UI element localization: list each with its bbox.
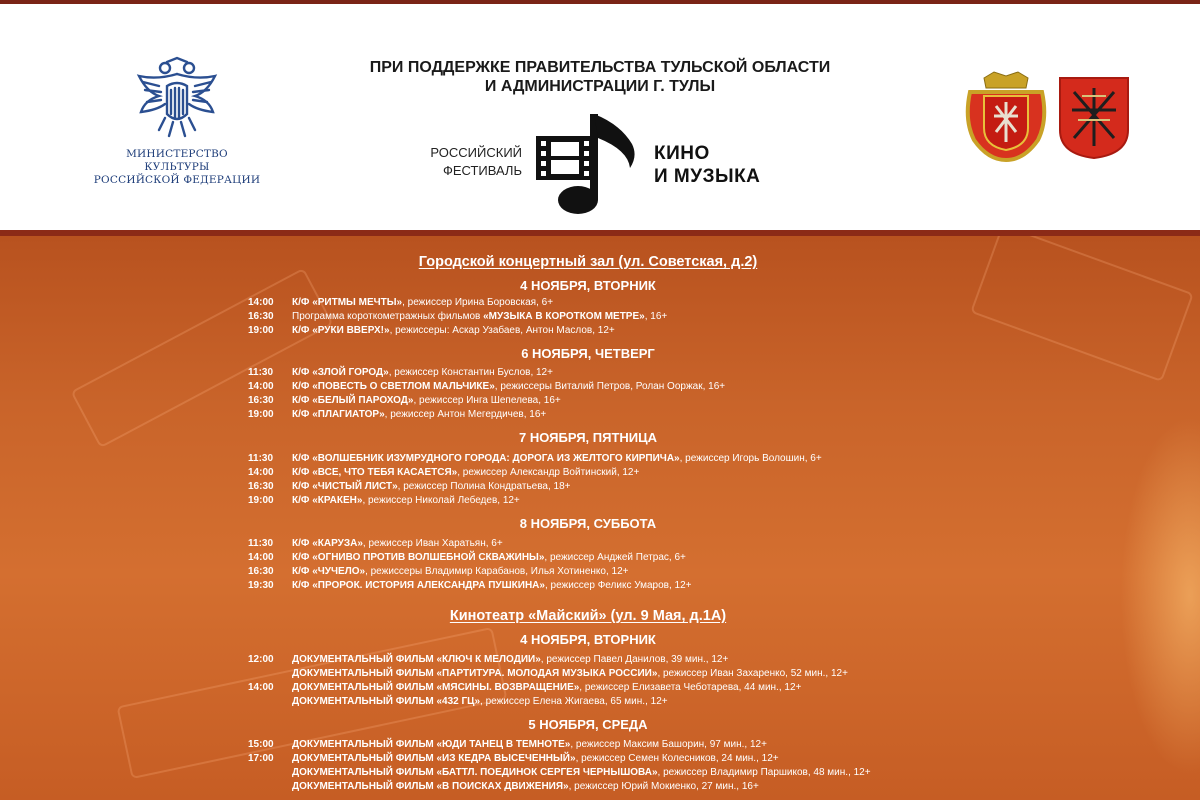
ministry-name-line2: РОССИЙСКОЙ ФЕДЕРАЦИИ [93, 174, 261, 186]
schedule-row: 14:00 К/Ф «РИТМЫ МЕЧТЫ», режиссер Ирина Боровская, 6+ [248, 297, 554, 308]
schedule-row: 16:30 К/Ф «БЕЛЫЙ ПАРОХОД», режиссер Инга Шепелева, 16+ [248, 395, 561, 406]
schedule-row: 15:00 ДОКУМЕНТАЛЬНЫЙ ФИЛЬМ «ЮДИ ТАНЕЦ В ТЕМНОТЕ», режиссер Максим Башорин, 97 мин., 12+ [248, 739, 767, 750]
schedule-row: 11:30 К/Ф «КАРУЗА», режиссер Иван Харатьян, 6+ [248, 538, 503, 549]
schedule-row: 12:00 ДОКУМЕНТАЛЬНЫЙ ФИЛЬМ «КЛЮЧ К МЕЛОДИИ», режиссер Павел Данилов, 39 мин., 12+ [248, 654, 729, 665]
day-heading: 5 НОЯБРЯ, СРЕДА [528, 717, 648, 732]
festival-name-line1: КИНО [654, 143, 710, 164]
schedule-row: 14:00 К/Ф «ОГНИВО ПРОТИВ ВОЛШЕБНОЙ СКВАЖИНЫ», режиссер Анджей Петрас, 6+ [248, 552, 686, 563]
schedule-row: 16:30 Программа короткометражных фильмов «МУЗЫКА В КОРОТКОМ МЕТРЕ», 16+ [248, 311, 668, 322]
schedule-row: ДОКУМЕНТАЛЬНЫЙ ФИЛЬМ «В ПОИСКАХ ДВИЖЕНИЯ», режиссер Юрий Мокиенко, 27 мин., 16+ [292, 781, 759, 792]
schedule-row: ДОКУМЕНТАЛЬНЫЙ ФИЛЬМ «ПАРТИТУРА. МОЛОДАЯ МУЗЫКА РОССИИ», режиссер Иван Захаренко, 52 мин., 12+ [292, 668, 848, 679]
schedule-row: 19:00 К/Ф «РУКИ ВВЕРХ!», режиссеры: Аскар Узабаев, Антон Маслов, 12+ [248, 325, 615, 336]
schedule-row: 19:30 К/Ф «ПРОРОК. ИСТОРИЯ АЛЕКСАНДРА ПУШКИНА», режиссер Феликс Умаров, 12+ [248, 580, 692, 591]
schedule-row: ДОКУМЕНТАЛЬНЫЙ ФИЛЬМ «БАТТЛ. ПОЕДИНОК СЕРГЕЯ ЧЕРНЫШОВА», режиссер Владимир Паршиков, 48 мин., 12+ [292, 767, 871, 778]
festival-name-line2: И МУЗЫКА [654, 166, 761, 187]
ministry-name-line1: МИНИСТЕРСТВО КУЛЬТУРЫ [126, 148, 228, 173]
schedule-row: 19:00 К/Ф «КРАКЕН», режиссер Николай Лебедев, 12+ [248, 495, 520, 506]
schedule-row: 19:00 К/Ф «ПЛАГИАТОР», режиссер Антон Мегердичев, 16+ [248, 409, 547, 420]
schedule [0, 236, 1200, 800]
schedule-row: 14:00 ДОКУМЕНТАЛЬНЫЙ ФИЛЬМ «МЯСИНЫ. ВОЗВРАЩЕНИЕ», режиссер Елизавета Чеботарева, 44 мин., 12+ [248, 682, 802, 693]
venue-title: Городской концертный зал (ул. Советская, д.2) [418, 254, 758, 270]
double-eagle-icon [129, 56, 225, 144]
support-line1: ПРИ ПОДДЕРЖКЕ ПРАВИТЕЛЬСТВА ТУЛЬСКОЙ ОБЛАСТИ [369, 59, 831, 76]
film-note-icon [534, 114, 646, 218]
schedule-row: 14:00 К/Ф «ВСЕ, ЧТО ТЕБЯ КАСАЕТСЯ», режиссер Александр Войтинский, 12+ [248, 467, 640, 478]
support-text [300, 58, 900, 96]
header-panel [0, 4, 1200, 230]
festival-label-line1: РОССИЙСКИЙ [430, 145, 522, 160]
festival-label-line2: ФЕСТИВАЛЬ [442, 163, 522, 178]
day-heading: 8 НОЯБРЯ, СУББОТА [519, 516, 657, 531]
day-heading: 6 НОЯБРЯ, ЧЕТВЕРГ [521, 346, 655, 361]
ministry-logo [92, 56, 262, 187]
schedule-row: ДОКУМЕНТАЛЬНЫЙ ФИЛЬМ «432 ГЦ», режиссер Елена Жигаева, 65 мин., 12+ [292, 696, 668, 707]
festival-name [654, 142, 760, 188]
schedule-row: 16:30 К/Ф «ЧУЧЕЛО», режиссеры Владимир Карабанов, Илья Хотиненко, 12+ [248, 566, 629, 577]
tula-region-coat-of-arms-icon [964, 70, 1048, 162]
tula-city-coat-of-arms-icon [1058, 76, 1130, 160]
schedule-row: 14:00 К/Ф «ПОВЕСТЬ О СВЕТЛОМ МАЛЬЧИКЕ», режиссеры Виталий Петров, Ролан Ооржак, 16+ [248, 381, 726, 392]
schedule-row: 17:00 ДОКУМЕНТАЛЬНЫЙ ФИЛЬМ «ИЗ КЕДРА ВЫСЕЧЕННЫЙ», режиссер Семен Колесников, 24 мин., 12+ [248, 753, 779, 764]
schedule-row: 16:30 К/Ф «ЧИСТЫЙ ЛИСТ», режиссер Полина Кондратьева, 18+ [248, 481, 571, 492]
day-heading: 4 НОЯБРЯ, ВТОРНИК [520, 278, 656, 293]
day-heading: 4 НОЯБРЯ, ВТОРНИК [520, 632, 656, 647]
festival-label [400, 144, 522, 180]
day-heading: 7 НОЯБРЯ, ПЯТНИЦА [518, 430, 658, 445]
venue-title: Кинотеатр «Майский» (ул. 9 Мая, д.1А) [449, 608, 727, 624]
support-line2: И АДМИНИСТРАЦИИ Г. ТУЛЫ [484, 78, 716, 95]
schedule-row: 11:30 К/Ф «ВОЛШЕБНИК ИЗУМРУДНОГО ГОРОДА: ДОРОГА ИЗ ЖЕЛТОГО КИРПИЧА», режиссер Игорь Волошин, 6+ [248, 453, 822, 464]
schedule-row: 11:30 К/Ф «ЗЛОЙ ГОРОД», режиссер Константин Буслов, 12+ [248, 367, 553, 378]
